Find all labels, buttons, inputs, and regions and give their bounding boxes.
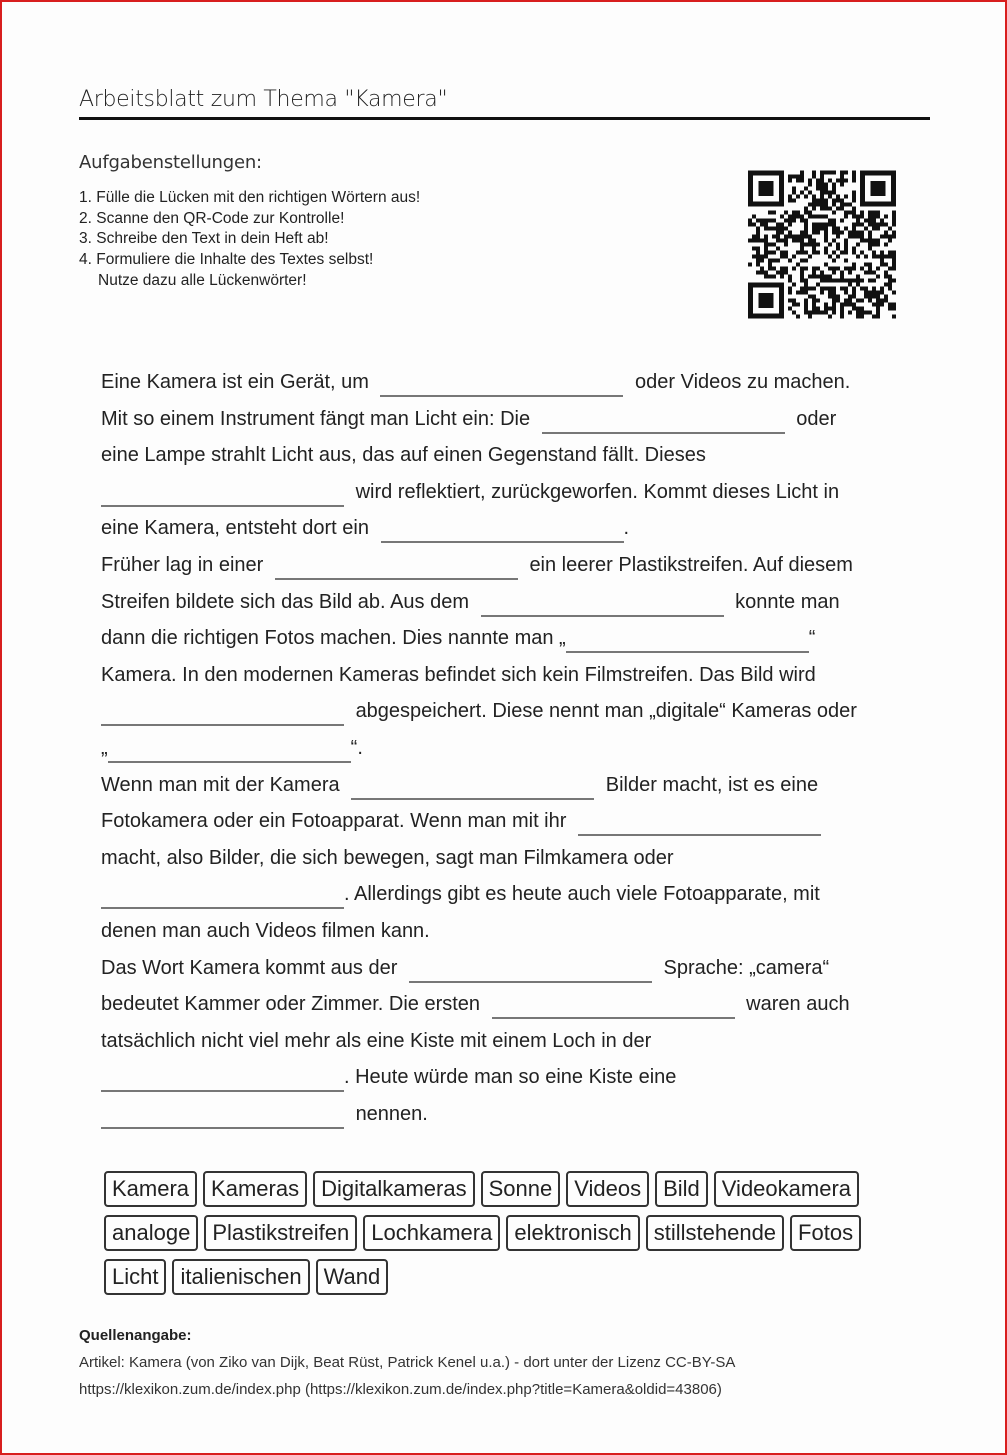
text-line [101, 1059, 911, 1096]
text-segment: Sprache: „camera“ [663, 956, 830, 979]
text-segment: dann die richtigen Fotos machen. Dies nannte man „ [101, 627, 566, 650]
word-chip[interactable]: analoge [104, 1215, 198, 1251]
task-item: Nutze dazu alle Lückenwörter! [98, 271, 307, 289]
blank-field[interactable] [101, 885, 344, 909]
word-chip[interactable]: Sonne [481, 1171, 561, 1207]
text-segment: denen man auch Videos filmen kann. [101, 919, 430, 942]
sources-heading: Quellenangabe: [79, 1327, 192, 1344]
text-line [101, 803, 911, 840]
text-segment: abgespeichert. Diese nennt man „digitale“ Kameras oder [355, 700, 857, 723]
blank-field[interactable] [578, 812, 821, 836]
text-line [101, 986, 911, 1023]
word-chip[interactable]: Wand [316, 1259, 389, 1295]
text-line [101, 657, 911, 694]
text-segment: macht, also Bilder, die sich bewegen, sagt man Filmkamera oder [101, 846, 674, 869]
text-line [101, 767, 911, 804]
text-segment: Streifen bildete sich das Bild ab. Aus dem [101, 590, 469, 613]
text-line [101, 913, 911, 950]
text-segment: tatsächlich nicht viel mehr als eine Kiste mit einem Loch in der [101, 1029, 652, 1052]
word-bank-row [104, 1171, 904, 1207]
text-line [101, 950, 911, 987]
text-segment: waren auch [746, 993, 850, 1016]
blank-field[interactable] [542, 410, 785, 434]
word-chip[interactable]: Licht [104, 1259, 166, 1295]
text-line [101, 730, 911, 767]
text-line [101, 510, 911, 547]
text-segment: Das Wort Kamera kommt aus der [101, 956, 398, 979]
blank-field[interactable] [351, 776, 594, 800]
word-chip[interactable]: Kamera [104, 1171, 197, 1207]
text-segment: Früher lag in einer [101, 553, 264, 576]
text-segment: nennen. [355, 1102, 428, 1125]
text-line [101, 474, 911, 511]
word-bank-row [104, 1215, 904, 1251]
blank-field[interactable] [101, 702, 344, 726]
text-segment: Bilder macht, ist es eine [605, 773, 819, 796]
word-bank [104, 1171, 904, 1303]
text-line [101, 693, 911, 730]
text-line [101, 840, 911, 877]
blank-field[interactable] [409, 959, 652, 983]
task-item: 3. Schreibe den Text in dein Heft ab! [79, 230, 329, 248]
text-segment: . Allerdings gibt es heute auch viele Fotoapparate, mit [344, 883, 820, 906]
source-link[interactable]: https://klexikon.zum.de/index.php (https://klexikon.zum.de/index.php?title=Kamera&oldid=43806) [79, 1381, 722, 1398]
text-line [101, 1096, 911, 1133]
word-chip[interactable]: elektronisch [506, 1215, 639, 1251]
word-bank-row [104, 1259, 904, 1295]
text-segment: ein leerer Plastikstreifen. Auf diesem [529, 553, 853, 576]
word-chip[interactable]: Fotos [790, 1215, 861, 1251]
word-chip[interactable]: Videokamera [714, 1171, 859, 1207]
blank-field[interactable] [381, 519, 624, 543]
text-line [101, 584, 911, 621]
blank-field[interactable] [566, 629, 809, 653]
task-item: 2. Scanne den QR-Code zur Kontrolle! [79, 209, 345, 227]
text-line [101, 364, 911, 401]
word-chip[interactable]: Plastikstreifen [204, 1215, 357, 1251]
text-line [101, 620, 911, 657]
page-title: Arbeitsblatt zum Thema "Kamera" [79, 87, 448, 112]
text-segment: wird reflektiert, zurückgeworfen. Kommt dieses Licht in [355, 480, 840, 503]
blank-field[interactable] [101, 1068, 344, 1092]
text-segment: konnte man [735, 590, 840, 613]
blank-field[interactable] [380, 373, 623, 397]
word-chip[interactable]: stillstehende [646, 1215, 784, 1251]
blank-field[interactable] [101, 483, 344, 507]
blank-field[interactable] [481, 593, 724, 617]
word-chip[interactable]: Lochkamera [363, 1215, 500, 1251]
blank-field[interactable] [275, 556, 518, 580]
task-list [79, 188, 420, 292]
text-segment: . [623, 517, 630, 540]
blank-field[interactable] [492, 995, 735, 1019]
word-chip[interactable]: Kameras [203, 1171, 307, 1207]
text-segment: eine Kamera, entsteht dort ein [101, 517, 369, 540]
text-segment: . Heute würde man so eine Kiste eine [344, 1066, 677, 1089]
text-line [101, 547, 911, 584]
title-underline [79, 117, 930, 120]
text-segment: “. [350, 736, 363, 759]
text-segment: oder Videos zu machen. [635, 371, 851, 393]
text-segment: bedeutet Kammer oder Zimmer. Die ersten [101, 993, 481, 1016]
text-line [101, 401, 911, 438]
text-segment: eine Lampe strahlt Licht aus, das auf einen Gegenstand fällt. Dieses [101, 444, 706, 467]
text-segment: Fotokamera oder ein Fotoapparat. Wenn man mit ihr [101, 810, 567, 833]
word-chip[interactable]: italienischen [172, 1259, 309, 1295]
task-item: 1. Fülle die Lücken mit den richtigen Wörtern aus! [79, 189, 421, 206]
text-line [101, 876, 911, 913]
word-chip[interactable]: Bild [655, 1171, 708, 1207]
text-line [101, 1023, 911, 1060]
text-segment: Eine Kamera ist ein Gerät, um [101, 371, 369, 393]
tasks-heading: Aufgabenstellungen: [79, 152, 262, 173]
text-segment: Wenn man mit der Kamera [101, 773, 340, 796]
word-chip[interactable]: Digitalkameras [313, 1171, 475, 1207]
qr-code-icon[interactable] [748, 169, 896, 320]
text-segment: Kamera. In den modernen Kameras befindet sich kein Filmstreifen. Das Bild wird [101, 663, 816, 686]
task-item: 4. Formuliere die Inhalte des Textes selbst! [79, 251, 374, 269]
text-segment: Mit so einem Instrument fängt man Licht ein: Die [101, 407, 531, 430]
blank-field[interactable] [108, 739, 351, 763]
text-line [101, 437, 911, 474]
text-segment: oder [796, 407, 837, 430]
source-article: Artikel: Kamera (von Ziko van Dijk, Beat Rüst, Patrick Kenel u.a.) - dort unter der Lizenz CC-BY-SA [79, 1354, 736, 1371]
blank-field[interactable] [101, 1105, 344, 1129]
text-segment: „ [101, 736, 108, 759]
text-segment: “ [808, 627, 816, 650]
word-chip[interactable]: Videos [566, 1171, 649, 1207]
cloze-text [101, 364, 911, 1132]
